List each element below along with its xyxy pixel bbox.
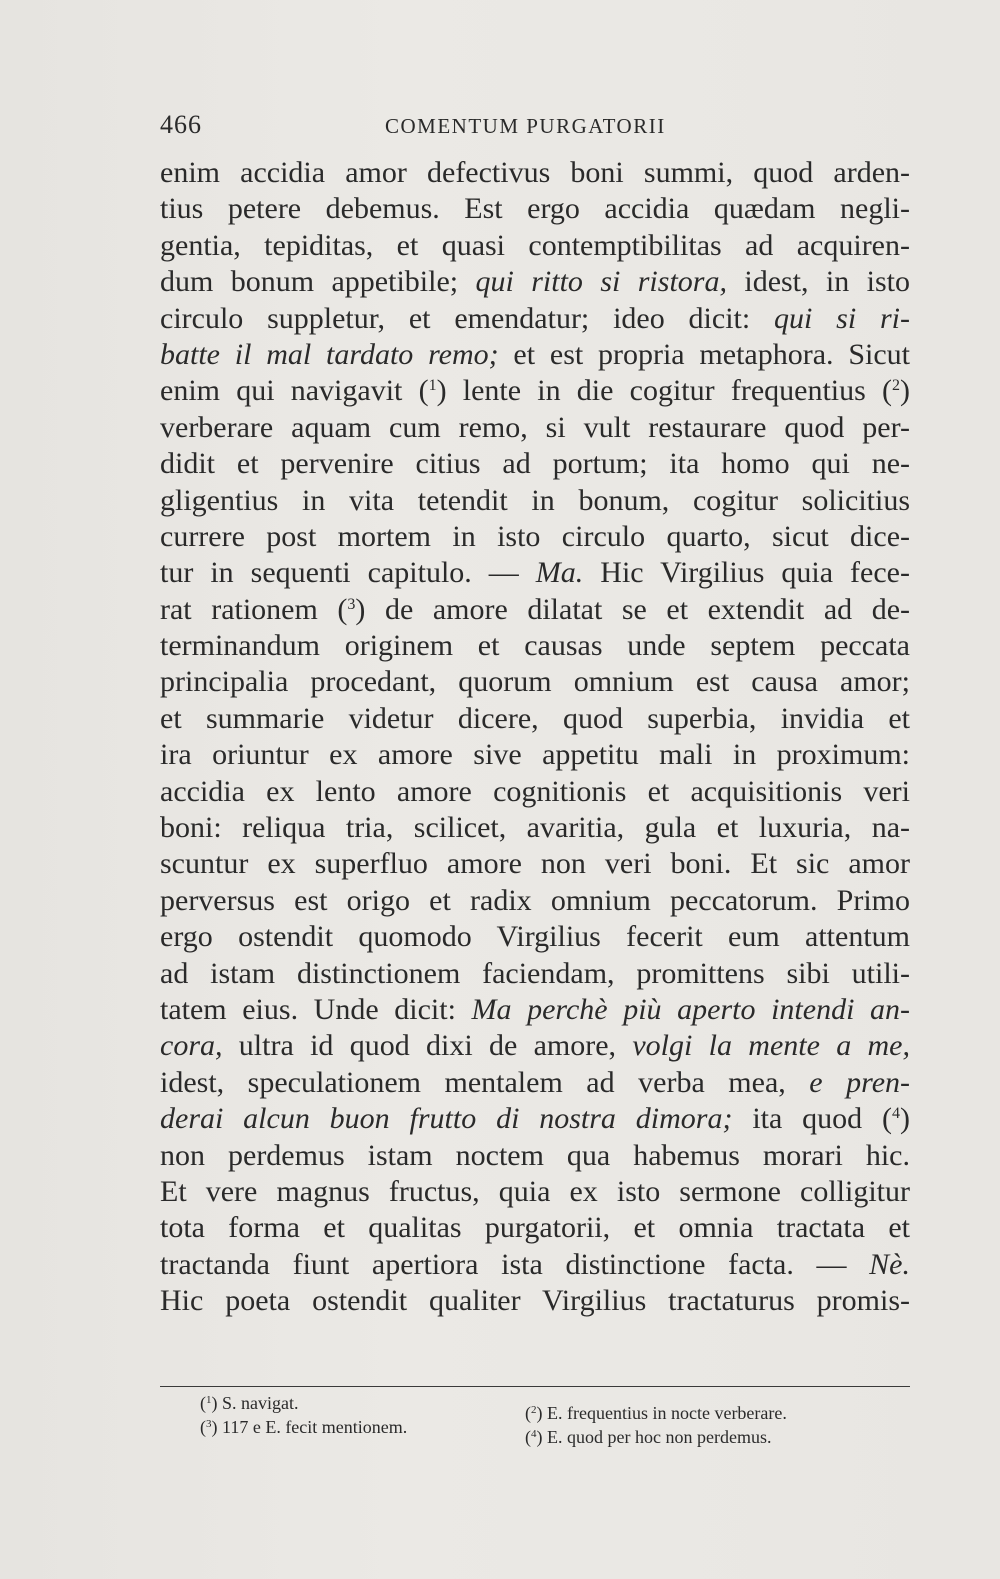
running-title: COMENTUM PURGATORII <box>385 114 666 138</box>
text-segment: tur in sequenti capitulo. — <box>160 556 536 590</box>
footnote-mark: 1 <box>206 1394 212 1406</box>
text-line <box>160 337 910 373</box>
text-line <box>160 592 910 628</box>
page-header <box>160 110 910 140</box>
footnote-2: ($^2$) E. frequentius in nocte verberare. <box>525 1403 787 1423</box>
italic-quote: Nè. <box>869 1247 910 1281</box>
text-segment: principalia procedant, quorum omnium est causa amor; <box>160 665 910 699</box>
text-line <box>160 483 910 519</box>
text-line <box>160 555 910 591</box>
text-segment: ) de amore dilatat se et extendit ad de- <box>355 592 910 626</box>
text-segment: scuntur ex superfluo amore non veri boni. Et sic amor <box>160 847 910 881</box>
text-segment: Hic Virgilius quia fece- <box>583 556 910 590</box>
text-segment: tractanda fiunt apertiora ista distinctione facta. — <box>160 1247 870 1281</box>
text-segment: et summarie videtur dicere, quod superbia, invidia et <box>160 701 910 735</box>
footnote-mark: 4 <box>531 1428 537 1440</box>
text-segment: currere post mortem in isto circulo quarto, sicut dice- <box>160 519 910 553</box>
text-line <box>160 1247 910 1283</box>
text-line <box>160 846 910 882</box>
text-line <box>160 628 910 664</box>
footnote-text: 117 e E. fecit mentionem. <box>217 1417 408 1437</box>
text-line <box>160 228 910 264</box>
italic-quote: e pren- <box>809 1065 911 1099</box>
text-segment: enim accidia amor defectivus boni summi, quod arden- <box>160 156 910 189</box>
italic-quote: Ma perchè più aperto intendi an- <box>471 992 910 1026</box>
text-segment: ira oriuntur ex amore sive appetitu mali in proximum: <box>160 738 910 772</box>
italic-quote: qui si ri- <box>774 301 910 335</box>
footnote-1: ($^1$) S. navigat. <box>200 1393 299 1413</box>
text-segment: ad istam distinctionem faciendam, promittens sibi utili- <box>160 956 910 990</box>
text-line <box>160 1283 910 1319</box>
text-segment: ) lente in die cogitur frequentius ( <box>436 374 892 408</box>
italic-quote: cora, <box>160 1029 223 1063</box>
italic-quote: Ma. <box>535 556 584 590</box>
text-segment: boni: reliqua tria, scilicet, avaritia, gula et luxuria, na- <box>160 811 910 845</box>
text-segment: didit et pervenire citius ad portum; ita homo qui ne- <box>160 447 910 481</box>
footnote-mark: 3 <box>206 1418 212 1430</box>
text-line <box>160 810 910 846</box>
text-line <box>160 446 910 482</box>
text-line <box>160 373 910 409</box>
text-line <box>160 1174 910 1210</box>
footnote-3: ($^3$) 117 e E. fecit mentionem. <box>200 1417 408 1437</box>
text-line <box>160 664 910 700</box>
text-segment: tius petere debemus. Est ergo accidia quædam negli- <box>160 192 910 226</box>
text-segment: non perdemus istam noctem qua habemus morari hic. <box>160 1138 910 1172</box>
text-line <box>160 737 910 773</box>
text-segment: enim qui navigavit ( <box>160 374 429 408</box>
text-segment: ultra id quod dixi de amore, <box>222 1029 633 1063</box>
text-line <box>160 1210 910 1246</box>
text-line <box>160 264 910 300</box>
text-segment: tatem eius. Unde dicit: <box>160 992 472 1026</box>
text-segment: idest, in isto <box>726 265 911 299</box>
text-segment: et est propria metaphora. Sicut <box>498 337 911 371</box>
footnote-text: E. quod per hoc non perdemus. <box>542 1427 772 1447</box>
text-segment: gentia, tepiditas, et quasi contemptibilitas ad acquiren- <box>160 228 910 262</box>
text-segment: circulo suppletur, et emendatur; ideo dicit: <box>160 301 775 335</box>
text-line <box>160 701 910 737</box>
text-line <box>160 1028 910 1064</box>
footnote-4: ($^4$) E. quod per hoc non perdemus. <box>525 1427 772 1447</box>
italic-quote: derai alcun buon frutto di nostra dimora; <box>160 1102 733 1136</box>
text-line <box>160 191 910 227</box>
text-line <box>160 883 910 919</box>
text-line <box>160 1138 910 1174</box>
italic-quote: volgi la mente a me, <box>632 1029 910 1063</box>
text-line <box>160 919 910 955</box>
footnote-reference: 3 <box>347 595 356 613</box>
text-segment: tota forma et qualitas purgatorii, et omnia tractata et <box>160 1211 910 1245</box>
text-line <box>160 519 910 555</box>
text-segment: verberare aquam cum remo, si vult restaurare quod per- <box>160 410 910 444</box>
text-line <box>160 1101 910 1137</box>
text-line <box>160 956 910 992</box>
text-segment: gligentius in vita tetendit in bonum, cogitur solicitius <box>160 483 910 517</box>
text-segment: ita quod ( <box>732 1102 893 1136</box>
text-segment: idest, speculationem mentalem ad verba mea, <box>160 1065 810 1099</box>
text-segment: dum bonum appetibile; <box>160 265 476 299</box>
italic-quote: batte il mal tardato remo; <box>160 337 499 371</box>
text-line <box>160 1065 910 1101</box>
text-segment: terminandum originem et causas unde septem peccata <box>160 629 910 663</box>
footnote-text: S. navigat. <box>217 1393 299 1413</box>
footnote-text: E. frequentius in nocte verberare. <box>542 1403 787 1423</box>
body-text <box>160 155 910 1320</box>
text-segment: rat rationem ( <box>160 592 348 626</box>
text-line <box>160 410 910 446</box>
footnote-reference: 4 <box>892 1105 901 1123</box>
text-line <box>160 301 910 337</box>
text-line <box>160 155 910 191</box>
page-number: 466 <box>160 110 202 139</box>
text-line <box>160 774 910 810</box>
text-segment: ) <box>900 1102 911 1136</box>
text-segment: perversus est origo et radix omnium peccatorum. Primo <box>160 883 910 917</box>
footnote-mark: 2 <box>531 1404 537 1416</box>
footnote-reference: 1 <box>428 377 437 395</box>
footnote-rule <box>160 1386 910 1387</box>
footnote-reference: 2 <box>892 377 900 395</box>
text-segment: ) <box>900 374 910 408</box>
text-segment: accidia ex lento amore cognitionis et acquisitionis veri <box>160 774 910 808</box>
text-line <box>160 992 910 1028</box>
italic-quote: qui ritto si ristora, <box>475 265 727 299</box>
text-segment: Et vere magnus fructus, quia ex isto sermone colligitur <box>160 1174 910 1208</box>
text-segment: Hic poeta ostendit qualiter Virgilius tractaturus promis- <box>160 1284 910 1318</box>
text-segment: ergo ostendit quomodo Virgilius fecerit eum attentum <box>160 920 910 954</box>
